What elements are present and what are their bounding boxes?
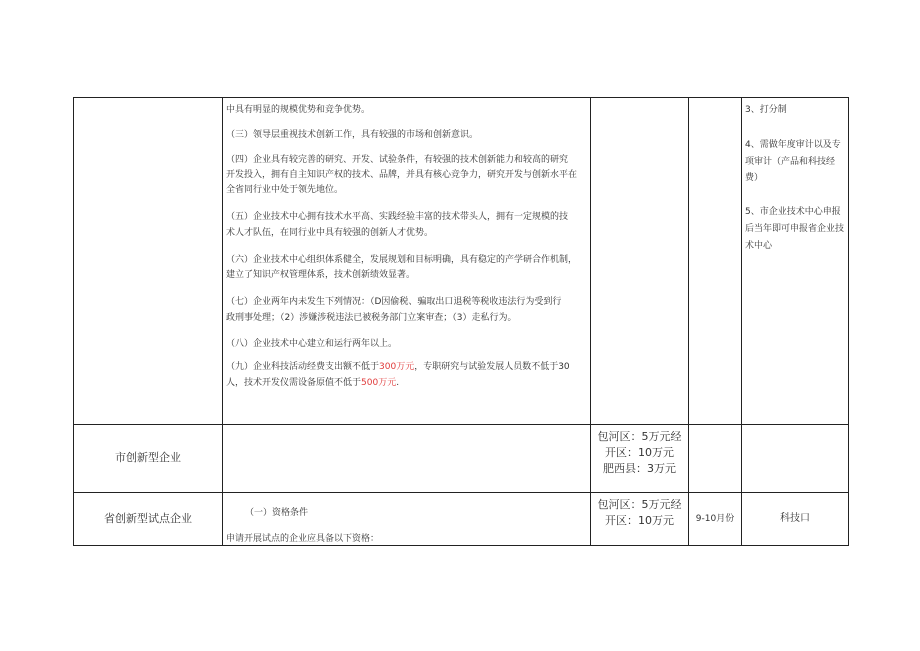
requirement-item-7-cont: 政刑事处理；（2）涉嫌涉税违法已被税务部门立案审查；（3）走私行为。	[226, 313, 517, 323]
item-9-text: .	[396, 378, 400, 388]
reward-line: 包河区：5万元经	[597, 430, 682, 443]
border-line	[222, 97, 223, 546]
border-line	[73, 545, 849, 546]
requirement-item-5: （五）企业技术中心拥有技术水平高、实践经验丰富的技术带头人，拥有一定规模的技	[226, 212, 569, 222]
note-4-cont: 项审计（产品和科技经	[745, 157, 836, 167]
requirement-item-4-cont: 开发投入，拥有自主知识产权的技术、品牌，并具有核心竞争力，研究开发与创新水平在	[226, 170, 578, 180]
requirement-item-6: （六）企业技术中心组织体系健全，发展规划和目标明确，具有稳定的产学研合作机制，	[226, 255, 578, 265]
item-9-text: ，专职研究与试验发展人员数不低于30	[414, 362, 570, 372]
requirement-item-7: （七）企业两年内未发生下列情况：（D因偷税、骗取出口退税等税收违法行为受到行	[226, 297, 562, 307]
requirement-item-6-cont: 建立了知识产权管理体系，技术创新绩效显著。	[226, 270, 416, 280]
requirement-item-9	[226, 362, 570, 373]
reward-line: 开区：10万元	[605, 446, 674, 459]
note-3: 3、打分制	[745, 105, 787, 115]
item-9-amount-2: 500万元	[361, 378, 397, 388]
border-line	[73, 97, 849, 98]
item-9-text: 人，技术开发仪需设备原值不低于	[226, 378, 362, 388]
reward-line: 肥西县：3万元	[603, 462, 676, 475]
border-line	[741, 97, 742, 546]
border-line	[590, 97, 591, 546]
requirement-item-8: （八）企业技术中心建立和运行两年以上。	[226, 339, 398, 349]
border-line	[73, 424, 849, 425]
note-4-cont: 费）	[745, 173, 764, 183]
item-9-amount-1: 300万元	[379, 362, 415, 372]
item-9-text: （九）企业科技活动经费支出额不低于	[226, 362, 380, 372]
requirement-item-5-cont: 术人才队伍，在同行业中具有较强的创新人才优势。	[226, 228, 434, 238]
note-5: 5、市企业技术中心申报	[745, 207, 841, 217]
requirement-item-9-cont	[226, 378, 399, 389]
note-4: 4、需做年度审计以及专	[745, 140, 841, 150]
border-line	[688, 97, 689, 546]
border-line	[73, 492, 849, 493]
border-line	[73, 97, 74, 546]
requirement-item-4: （四）企业具有较完善的研究、开发、试验条件，有较强的技术创新能力和较高的研究	[226, 155, 569, 165]
responsible-department: 科技口	[780, 513, 810, 524]
requirement-item-4-cont: 全省同行业中处于领先地位。	[226, 185, 344, 195]
reward-line: 包河区：5万元经	[597, 498, 682, 511]
border-line	[848, 97, 849, 546]
note-5-cont: 术中心	[745, 241, 773, 251]
category-provincial-pilot-enterprise: 省创新型试点企业	[104, 512, 192, 525]
requirement-item-1: （一）资格条件	[245, 508, 309, 518]
application-time: 9-10月份	[695, 514, 735, 524]
reward-line: 开区：10万元	[605, 514, 674, 527]
requirement-line: 申请开展试点的企业应具备以下资格：	[226, 534, 380, 544]
category-city-innovative-enterprise: 市创新型企业	[115, 451, 181, 464]
note-5-cont: 后当年即可申报省企业技	[745, 224, 845, 234]
requirement-line: 中具有明显的规模优势和竞争优势。	[226, 105, 371, 115]
requirement-item-3: （三）领导层重视技术创新工作，具有较强的市场和创新意识。	[226, 130, 479, 140]
